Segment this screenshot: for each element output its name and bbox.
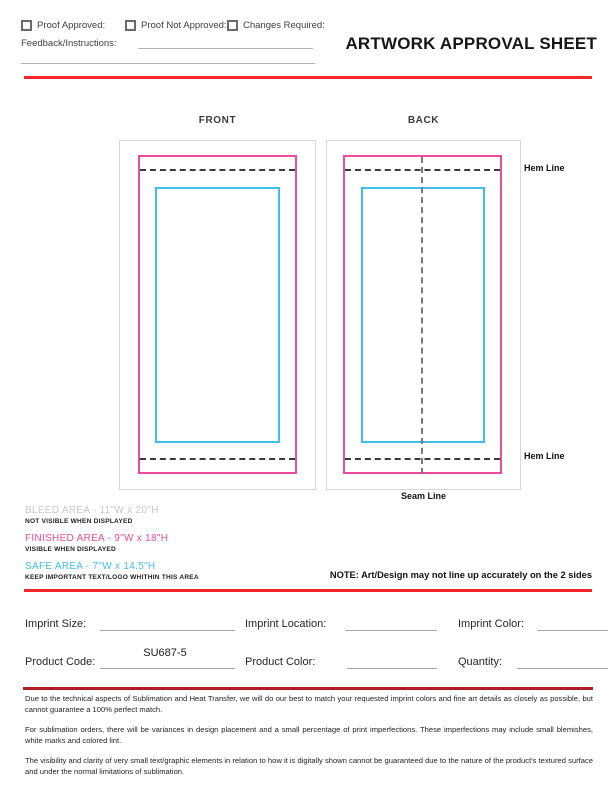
front-hem-line-bottom	[140, 458, 295, 460]
finished-area-legend-title: FINISHED AREA - 9"W x 18"H	[25, 533, 169, 544]
imprint-color-label: Imprint Color:	[458, 618, 525, 630]
front-panel-label: FRONT	[198, 115, 237, 126]
hem-line-top-label: Hem Line	[524, 163, 565, 173]
imprint-color-field[interactable]	[537, 630, 608, 631]
alignment-note: NOTE: Art/Design may not line up accurately on the 2 sides	[329, 570, 592, 580]
seam-line-label: Seam Line	[400, 491, 447, 501]
quantity-label: Quantity:	[458, 656, 503, 668]
product-color-label: Product Color:	[245, 656, 316, 668]
header-divider-rule	[24, 76, 592, 79]
disclaimer-paragraph-3: The visibility and clarity of very small text/graphic elements in relation to how it is digitally shown cannot be guaranteed due to the nature of the product's textured surface and under the normal limitations of sublimation.	[25, 756, 593, 776]
imprint-size-label: Imprint Size:	[25, 618, 87, 630]
proof-not-approved-label: Proof Not Approved:	[141, 20, 227, 31]
product-code-value: SU687-5	[143, 647, 187, 659]
feedback-line-1[interactable]	[138, 48, 313, 49]
feedback-line-2[interactable]	[21, 63, 315, 64]
back-safe-area-box	[361, 187, 485, 443]
disclaimer-paragraph-1: Due to the technical aspects of Sublimation and Heat Transfer, we will do our best to match your requested imprint colors and fine art details as closely as possible, but cannot guarantee a 100% perfect match.	[25, 694, 593, 714]
disclaimer-divider-rule	[23, 687, 593, 690]
legend-divider-rule	[24, 589, 592, 592]
product-code-field[interactable]	[100, 668, 235, 669]
hem-line-bottom-label: Hem Line	[524, 451, 565, 461]
back-panel-label: BACK	[407, 115, 440, 126]
imprint-size-field[interactable]	[100, 630, 235, 631]
changes-required-checkbox[interactable]	[227, 20, 238, 31]
page-title: ARTWORK APPROVAL SHEET	[345, 34, 597, 53]
front-hem-line-top	[140, 169, 295, 171]
proof-approved-label: Proof Approved:	[37, 20, 106, 31]
product-code-label: Product Code:	[25, 656, 96, 668]
quantity-field[interactable]	[517, 668, 608, 669]
imprint-location-label: Imprint Location:	[245, 618, 327, 630]
safe-area-legend-subtitle: KEEP IMPORTANT TEXT/LOGO WHITHIN THIS AREA	[25, 574, 199, 581]
bleed-area-legend-title: BLEED AREA - 11"W x 20"H	[25, 505, 159, 516]
back-seam-line	[421, 157, 423, 474]
imprint-location-field[interactable]	[345, 630, 437, 631]
changes-required-group	[227, 20, 325, 31]
front-safe-area-box	[155, 187, 280, 443]
safe-area-legend-title: SAFE AREA - 7"W x 14.5"H	[25, 561, 156, 572]
proof-approved-group	[21, 20, 105, 31]
proof-approved-checkbox[interactable]	[21, 20, 32, 31]
bleed-area-legend-subtitle: NOT VISIBLE WHEN DISPLAYED	[25, 518, 133, 525]
finished-area-legend-subtitle: VISIBLE WHEN DISPLAYED	[25, 546, 116, 553]
feedback-instructions-label: Feedback/Instructions:	[21, 38, 117, 49]
proof-not-approved-group	[125, 20, 227, 31]
disclaimer-paragraph-2: For sublimation orders, there will be variances in design placement and a small percentage of print imperfections. These imperfections may include small blemishes, white marks and colored lint.	[25, 725, 593, 745]
proof-not-approved-checkbox[interactable]	[125, 20, 136, 31]
product-color-field[interactable]	[347, 668, 437, 669]
changes-required-label: Changes Required:	[243, 20, 325, 31]
